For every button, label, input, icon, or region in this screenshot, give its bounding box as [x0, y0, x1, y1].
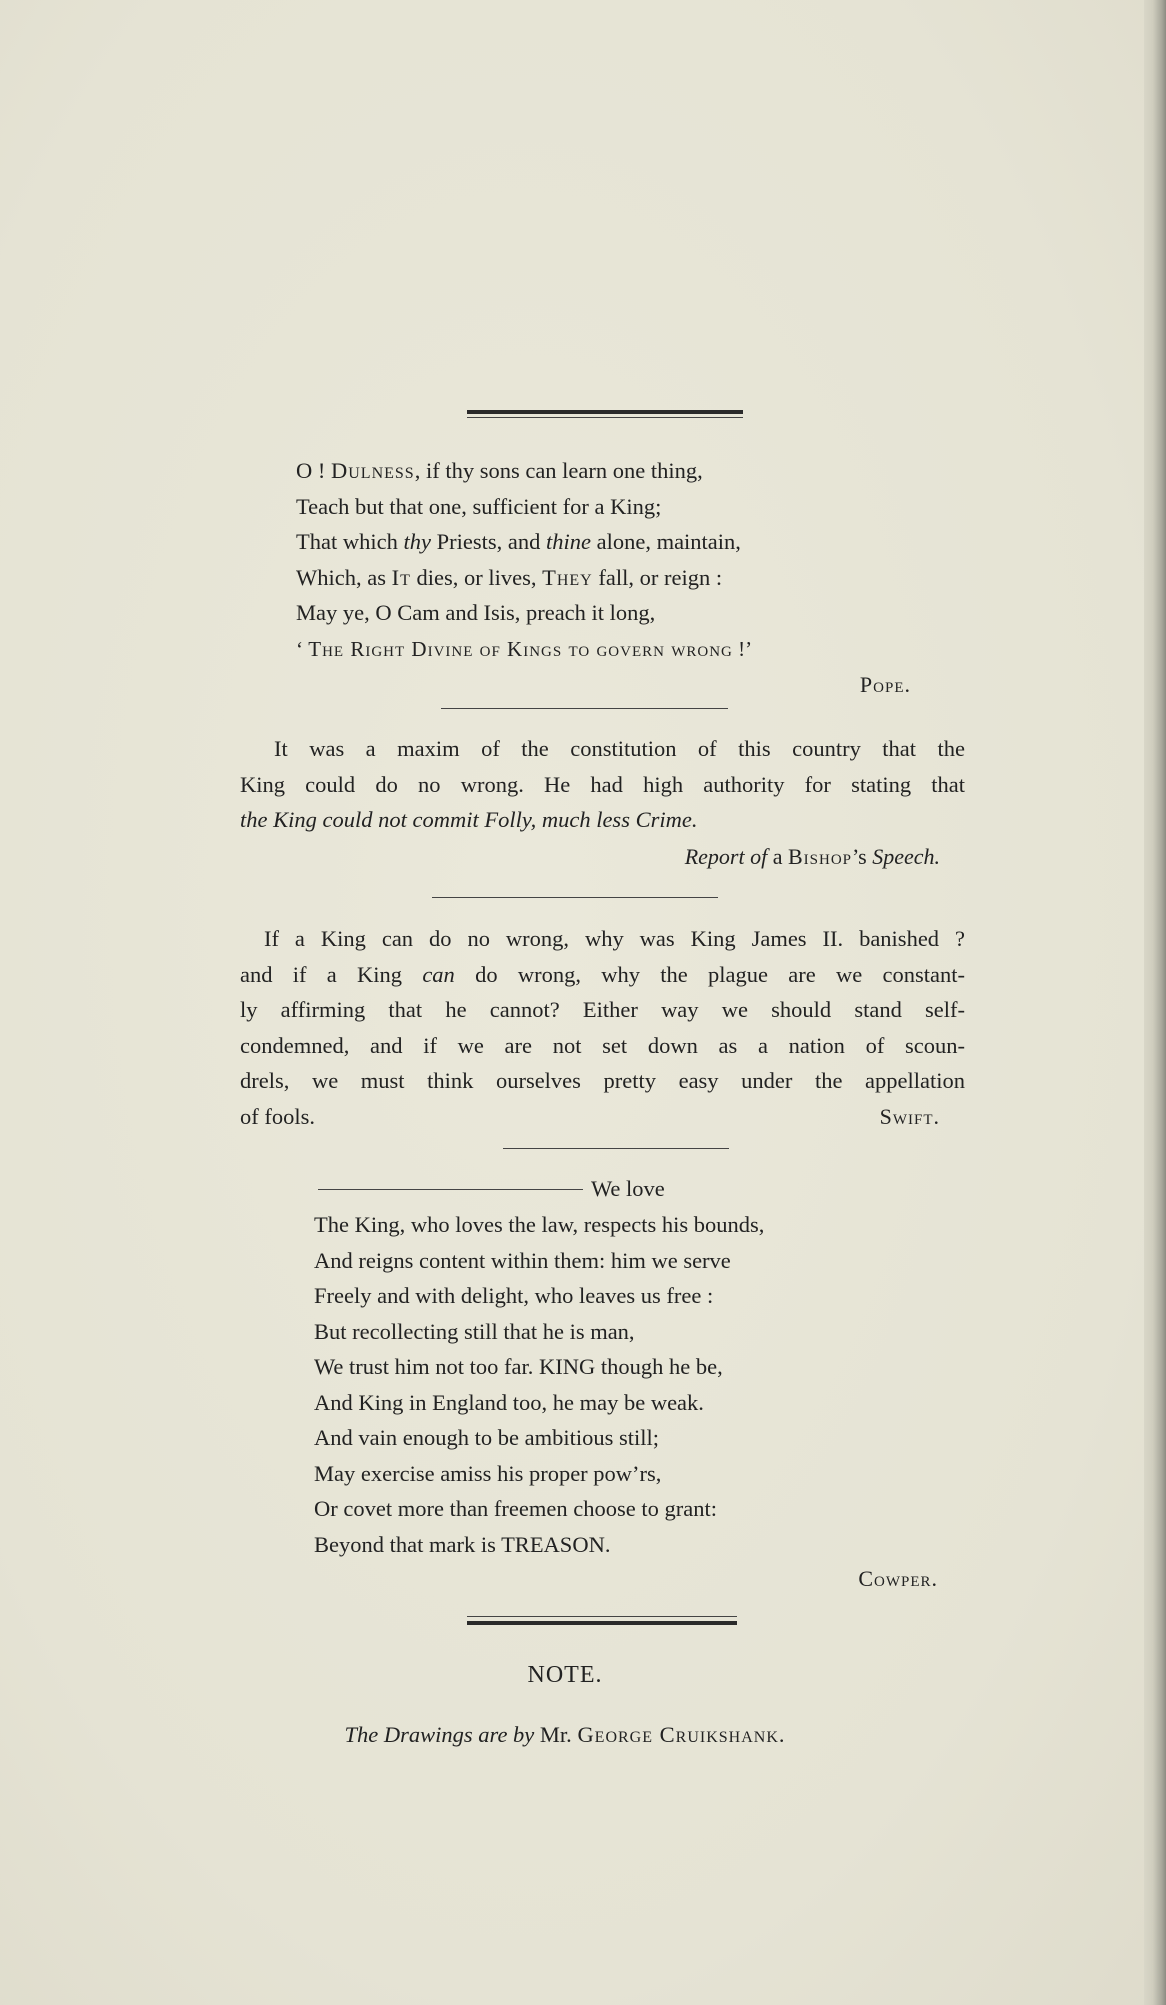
- swift-line: [240, 993, 965, 1027]
- pope-line-text: Which, as: [296, 564, 392, 590]
- bishop-line-text: It was a maxim of the constitution of this country that the: [274, 736, 965, 761]
- bishop-attr-italic: Report of: [684, 844, 768, 869]
- attribution-cowper: Cowper.: [858, 1566, 938, 1591]
- pope-line: [296, 490, 661, 524]
- cowper-line: May exercise amiss his proper pow’rs,: [314, 1460, 662, 1486]
- top-rule-thin: [467, 417, 743, 418]
- bottom-rule-thin: [467, 1616, 737, 1617]
- pope-line-italic: thine: [545, 529, 591, 554]
- bishop-line-italic: the King could not commit Folly, much less Crime.: [240, 807, 698, 832]
- pope-line: [296, 596, 655, 630]
- cowper-line: And vain enough to be ambitious still;: [314, 1425, 659, 1450]
- pope-line-smallcaps: They: [542, 564, 593, 590]
- swift-line: [240, 1029, 965, 1063]
- bottom-rule: [467, 1621, 737, 1625]
- swift-last-line: of fools.: [240, 1104, 315, 1129]
- pope-line-italic: thy: [403, 529, 431, 554]
- bishop-line: [240, 803, 965, 837]
- bishop-line: [274, 732, 965, 766]
- top-rule: [467, 410, 743, 414]
- bishop-attr-text: ’s: [852, 844, 873, 869]
- pope-line: [296, 561, 722, 595]
- swift-line: [240, 1064, 965, 1098]
- pope-line-text: That which: [296, 529, 404, 554]
- note-text: The Drawings are by Mr. George Cruikshank.: [344, 1722, 786, 1747]
- bishop-line-text: King could do no wrong. He had high authority for stating that: [240, 771, 965, 797]
- page-edge-shadow: [1144, 0, 1166, 2005]
- attribution-swift: Swift.: [879, 1104, 940, 1129]
- cowper-line: We trust him not too far. KING though he be,: [314, 1354, 723, 1379]
- divider-2: [432, 897, 718, 898]
- swift-line: [264, 922, 965, 956]
- swift-line-italic: can: [422, 961, 455, 987]
- cowper-lead: We love: [591, 1176, 665, 1201]
- bishop-attr-italic: Speech.: [872, 844, 940, 869]
- pope-line-text: O !: [296, 458, 331, 483]
- attribution-bishop: [500, 840, 940, 874]
- swift-line-text: condemned, and if we are not set down as a nation of scoun-: [240, 1032, 965, 1058]
- pope-line: [296, 454, 703, 488]
- pope-line-text: , if thy sons can learn one thing,: [414, 458, 703, 483]
- cowper-line: But recollecting still that he is man,: [314, 1318, 635, 1344]
- cowper-line: Or covet more than freemen choose to grant:: [314, 1496, 717, 1521]
- bishop-line: [240, 768, 965, 802]
- pope-line-smallcaps: The Right Divine of Kings to govern wrong: [308, 636, 733, 661]
- pope-line: [296, 525, 741, 559]
- pope-line-text: dies, or lives,: [410, 564, 543, 590]
- cowper-line: The King, who loves the law, respects his bounds,: [314, 1212, 765, 1237]
- cowper-line: Freely and with delight, who leaves us free :: [314, 1283, 714, 1308]
- bishop-attr-text: a: [767, 844, 788, 869]
- swift-line-text: and if a King: [240, 961, 423, 987]
- cowper-line: And King in England too, he may be weak.: [314, 1389, 704, 1415]
- pope-line-text: alone, maintain,: [590, 529, 741, 554]
- bishop-attr-smallcaps: Bishop: [787, 844, 853, 869]
- pope-line-smallcaps: It: [391, 564, 411, 590]
- swift-line-text: drels, we must think ourselves pretty easy under the appellation: [240, 1068, 965, 1093]
- swift-line-text: If a King can do no wrong, why was King James II. banished ?: [264, 926, 965, 951]
- attribution-pope: Pope.: [859, 672, 911, 697]
- divider-3: [503, 1148, 729, 1149]
- swift-line: [240, 958, 965, 992]
- pope-line-smallcaps: Dulness: [331, 458, 415, 483]
- pope-line: [296, 632, 752, 666]
- cowper-line: And reigns content within them: him we serve: [314, 1247, 731, 1273]
- pope-line-text: Priests, and: [430, 529, 546, 554]
- pope-line-text: May ye, O Cam and Isis, preach it long,: [296, 600, 656, 625]
- pope-line-text: Teach but that one, sufficient for a King;: [296, 493, 662, 519]
- pope-line-text: fall, or reign :: [592, 564, 723, 590]
- cowper-lead-dash: [318, 1189, 583, 1190]
- pope-line-text: !’: [732, 636, 753, 661]
- swift-line-text: do wrong, why the plague are we constant-: [454, 961, 965, 987]
- pope-line-text: ‘: [296, 636, 309, 661]
- swift-line-text: ly affirming that he cannot? Either way we should stand self-: [240, 997, 965, 1022]
- note-heading: NOTE.: [527, 1662, 603, 1688]
- cowper-line: Beyond that mark is TREASON.: [314, 1531, 611, 1557]
- divider-1: [441, 708, 728, 709]
